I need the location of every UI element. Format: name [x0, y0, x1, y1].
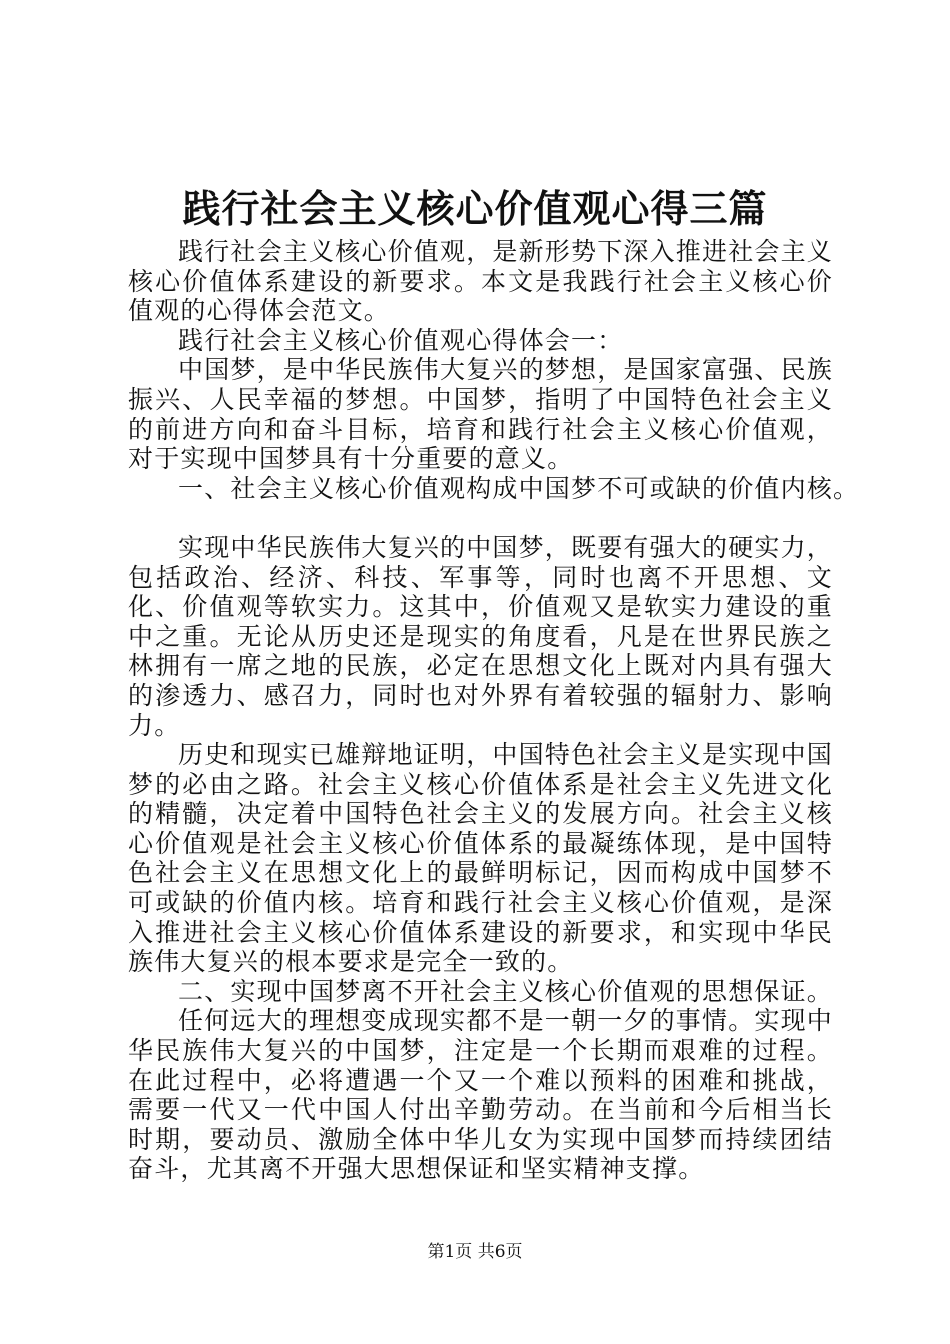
page-number-footer: 第1页 共6页 [427, 1242, 523, 1262]
section-heading-two: 二、实现中国梦离不开社会主义核心价值观的思想保证。 [178, 976, 834, 1006]
intro-paragraph: 践行社会主义核心价值观，是新形势下深入推进社会主义核心价值体系建设的新要求。本文是我践行社会主义核心价值观的心得体会范文。 [128, 237, 834, 326]
document-body [128, 237, 860, 1184]
body-paragraph: 中国梦，是中华民族伟大复兴的梦想，是国家富强、民族振兴、人民幸福的梦想。中国梦，指明了中国特色社会主义的前进方向和奋斗目标，培育和践行社会主义核心价值观，对于实现中国梦具有十分重要的意义。 [128, 355, 834, 474]
section-heading-one: 一、社会主义核心价值观构成中国梦不可或缺的价值内核。 [178, 473, 860, 503]
section-heading-part-one: 践行社会主义核心价值观心得体会一： [178, 325, 624, 355]
body-paragraph: 历史和现实已雄辩地证明，中国特色社会主义是实现中国梦的必由之路。社会主义核心价值体系是社会主义先进文化的精髓，决定着中国特色社会主义的发展方向。社会主义核心价值观是社会主义核心价值体系的最凝练体现，是中国特色社会主义在思想文化上的最鲜明标记，因而构成中国梦不可或缺的价值内核。培育和践行社会主义核心价值观，是深入推进社会主义核心价值体系建设的新要求，和实现中华民族伟大复兴的根本要求是完全一致的。 [128, 740, 834, 977]
body-paragraph: 任何远大的理想变成现实都不是一朝一夕的事情。实现中华民族伟大复兴的中国梦，注定是一个长期而艰难的过程。在此过程中，必将遭遇一个又一个难以预料的困难和挑战，需要一代又一代中国人付出辛勤劳动。在当前和今后相当长时期，要动员、激励全体中华儿女为实现中国梦而持续团结奋斗，尤其离不开强大思想保证和坚实精神支撑。 [128, 1006, 834, 1184]
document-title: 践行社会主义核心价值观心得三篇 [182, 186, 768, 231]
body-paragraph: 实现中华民族伟大复兴的中国梦，既要有强大的硬实力，包括政治、经济、科技、军事等，同时也离不开思想、文化、价值观等软实力。这其中，价值观又是软实力建设的重中之重。无论从历史还是现实的角度看，凡是在世界民族之林拥有一席之地的民族，必定在思想文化上既对内具有强大的渗透力、感召力，同时也对外界有着较强的辐射力、影响力。 [128, 532, 834, 740]
paragraph-spacer [128, 503, 833, 533]
